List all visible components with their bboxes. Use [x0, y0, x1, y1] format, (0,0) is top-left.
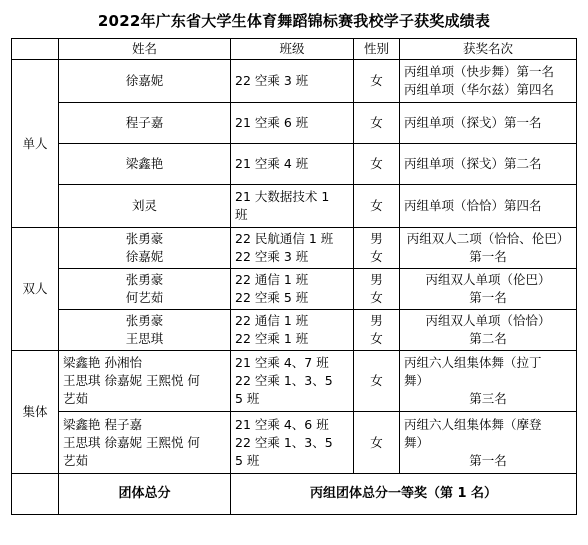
table-row	[12, 310, 577, 351]
group-label-single: 单人	[12, 60, 59, 228]
name-cell: 刘灵	[59, 185, 231, 228]
table-row	[12, 185, 577, 228]
gender-cell: 女	[354, 185, 400, 228]
award-cell: 丙组双人单项（恰恰） 第二名	[400, 310, 577, 351]
header-award: 获奖名次	[400, 39, 577, 60]
header-name: 姓名	[59, 39, 231, 60]
award-cell: 丙组双人二项（恰恰、伦巴） 第一名	[400, 228, 577, 269]
table-row	[12, 228, 577, 269]
class-cell: 21 大数据技术 1 班	[231, 185, 354, 228]
class-cell: 22 通信 1 班 22 空乘 5 班	[231, 269, 354, 310]
gender-cell: 男 女	[354, 269, 400, 310]
award-cell: 丙组单项（探戈）第一名	[400, 103, 577, 144]
award-cell: 丙组单项（快步舞）第一名 丙组单项（华尔兹）第四名	[400, 60, 577, 103]
table-row	[12, 412, 577, 474]
award-cell: 丙组六人组集体舞（拉丁 舞） 第三名	[400, 351, 577, 412]
table-row	[12, 103, 577, 144]
name-cell: 张勇豪 徐嘉妮	[59, 228, 231, 269]
class-cell: 22 空乘 3 班	[231, 60, 354, 103]
name-cell: 徐嘉妮	[59, 60, 231, 103]
table-header-row	[12, 39, 577, 60]
header-class: 班级	[231, 39, 354, 60]
gender-cell: 女	[354, 60, 400, 103]
name-cell: 梁鑫艳 程子嘉 王思琪 徐嘉妮 王熙悦 何 艺茹	[59, 412, 231, 474]
class-cell: 21 空乘 4 班	[231, 144, 354, 185]
team-total-label: 团体总分	[59, 474, 231, 515]
award-cell: 丙组六人组集体舞（摩登 舞） 第一名	[400, 412, 577, 474]
header-blank	[12, 39, 59, 60]
class-cell: 22 通信 1 班 22 空乘 1 班	[231, 310, 354, 351]
gender-cell: 女	[354, 412, 400, 474]
award-cell: 丙组单项（探戈）第二名	[400, 144, 577, 185]
class-cell: 21 空乘 4、7 班 22 空乘 1、3、5 5 班	[231, 351, 354, 412]
gender-cell: 女	[354, 144, 400, 185]
table-footer-row	[12, 474, 577, 515]
class-cell: 21 空乘 4、6 班 22 空乘 1、3、5 5 班	[231, 412, 354, 474]
document-title: 2022年广东省大学生体育舞蹈锦标赛我校学子获奖成绩表	[97, 12, 491, 30]
class-cell: 22 民航通信 1 班 22 空乘 3 班	[231, 228, 354, 269]
awards-table	[11, 38, 577, 515]
award-cell: 丙组单项（恰恰）第四名	[400, 185, 577, 228]
class-cell: 21 空乘 6 班	[231, 103, 354, 144]
table-row	[12, 144, 577, 185]
group-label-double: 双人	[12, 228, 59, 351]
name-cell: 梁鑫艳 孙湘怡 王思琪 徐嘉妮 王熙悦 何 艺茹	[59, 351, 231, 412]
gender-cell: 男 女	[354, 310, 400, 351]
gender-cell: 女	[354, 103, 400, 144]
group-label-collective: 集体	[12, 351, 59, 474]
table-row	[12, 351, 577, 412]
name-cell: 张勇豪 何艺茹	[59, 269, 231, 310]
table-row	[12, 60, 577, 103]
name-cell: 张勇豪 王思琪	[59, 310, 231, 351]
name-cell: 梁鑫艳	[59, 144, 231, 185]
team-total-value: 丙组团体总分一等奖（第 1 名）	[231, 474, 577, 515]
gender-cell: 女	[354, 351, 400, 412]
table-row	[12, 269, 577, 310]
footer-blank	[12, 474, 59, 515]
name-cell: 程子嘉	[59, 103, 231, 144]
gender-cell: 男 女	[354, 228, 400, 269]
award-cell: 丙组双人单项（伦巴） 第一名	[400, 269, 577, 310]
header-gender: 性别	[354, 39, 400, 60]
